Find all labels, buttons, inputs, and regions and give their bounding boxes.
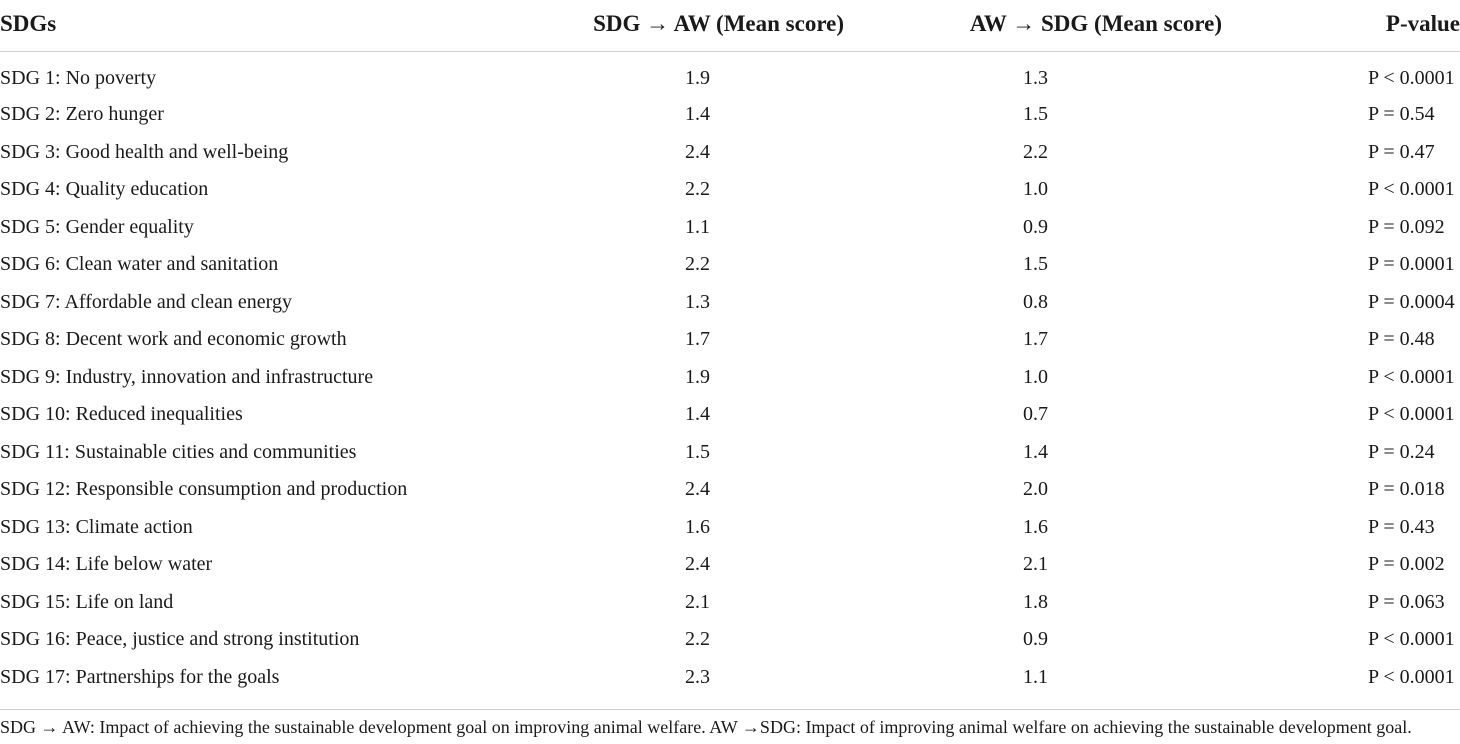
aw-to-sdg-cell: 1.4 — [1023, 440, 1048, 463]
sdg-to-aw-cell: 1.3 — [685, 290, 710, 313]
sdg-name-cell: SDG 15: Life on land — [0, 590, 174, 613]
aw-to-sdg-cell: 2.0 — [1023, 478, 1048, 501]
aw-to-sdg-cell: 1.5 — [1023, 103, 1048, 126]
table-row — [0, 546, 1460, 584]
table-row — [0, 209, 1460, 247]
sdg-name-cell: SDG 16: Peace, justice and strong institution — [0, 628, 360, 651]
sdg-to-aw-cell: 1.1 — [685, 215, 710, 238]
aw-to-sdg-cell: 2.2 — [1023, 140, 1048, 163]
p-value-cell: P = 0.54 — [1368, 103, 1435, 126]
p-value-cell: P < 0.0001 — [1368, 66, 1455, 89]
table-row — [0, 621, 1460, 659]
aw-to-sdg-cell: 1.8 — [1023, 590, 1048, 613]
header-sdg-to-aw: SDG → AW (Mean score) — [500, 0, 920, 52]
table-row — [0, 659, 1460, 697]
p-value-cell: P < 0.0001 — [1368, 403, 1455, 426]
p-value-cell: P < 0.0001 — [1368, 628, 1455, 651]
sdg-name-cell: SDG 3: Good health and well-being — [0, 140, 289, 163]
aw-to-sdg-cell: 2.1 — [1023, 553, 1048, 576]
aw-to-sdg-cell: 1.0 — [1023, 365, 1048, 388]
sdg-to-aw-cell: 2.3 — [685, 665, 710, 688]
sdg-to-aw-cell: 1.9 — [685, 365, 710, 388]
sdg-to-aw-cell: 1.4 — [685, 103, 710, 126]
table-row — [0, 584, 1460, 622]
sdg-name-cell: SDG 11: Sustainable cities and communities — [0, 440, 357, 463]
aw-to-sdg-cell: 1.0 — [1023, 178, 1048, 201]
table-row — [0, 134, 1460, 172]
aw-to-sdg-cell: 1.3 — [1023, 66, 1048, 89]
footer-divider — [0, 709, 1460, 710]
sdg-to-aw-cell: 1.9 — [685, 66, 710, 89]
aw-to-sdg-cell: 0.9 — [1023, 628, 1048, 651]
table-row — [0, 471, 1460, 509]
header-aw-to-sdg: AW → SDG (Mean score) — [920, 0, 1330, 52]
p-value-cell: P < 0.0001 — [1368, 365, 1455, 388]
sdg-to-aw-cell: 2.4 — [685, 140, 710, 163]
table-row — [0, 396, 1460, 434]
table-header-row — [0, 0, 1460, 52]
sdg-to-aw-cell: 2.4 — [685, 478, 710, 501]
aw-to-sdg-cell: 0.8 — [1023, 290, 1048, 313]
p-value-cell: P < 0.0001 — [1368, 178, 1455, 201]
table-body — [0, 52, 1460, 697]
sdg-to-aw-cell: 2.2 — [685, 253, 710, 276]
p-value-cell: P = 0.002 — [1368, 553, 1445, 576]
sdg-name-cell: SDG 13: Climate action — [0, 515, 193, 538]
sdg-name-cell: SDG 12: Responsible consumption and production — [0, 478, 408, 501]
table-row — [0, 284, 1460, 322]
p-value-cell: P = 0.092 — [1368, 215, 1445, 238]
header-sdgs: SDGs — [0, 0, 500, 52]
table-row — [0, 246, 1460, 284]
sdg-to-aw-cell: 2.2 — [685, 628, 710, 651]
table-row — [0, 434, 1460, 472]
p-value-cell: P = 0.0004 — [1368, 290, 1455, 313]
p-value-cell: P < 0.0001 — [1368, 665, 1455, 688]
sdg-to-aw-cell: 1.6 — [685, 515, 710, 538]
sdg-name-cell: SDG 14: Life below water — [0, 553, 213, 576]
sdg-name-cell: SDG 8: Decent work and economic growth — [0, 328, 347, 351]
sdg-name-cell: SDG 10: Reduced inequalities — [0, 403, 243, 426]
sdg-to-aw-cell: 1.4 — [685, 403, 710, 426]
p-value-cell: P = 0.48 — [1368, 328, 1435, 351]
sdg-name-cell: SDG 9: Industry, innovation and infrastructure — [0, 365, 374, 388]
p-value-cell: P = 0.0001 — [1368, 253, 1455, 276]
sdg-to-aw-cell: 1.5 — [685, 440, 710, 463]
sdg-name-cell: SDG 5: Gender equality — [0, 215, 194, 238]
table-row — [0, 171, 1460, 209]
aw-to-sdg-cell: 0.9 — [1023, 215, 1048, 238]
p-value-cell: P = 0.24 — [1368, 440, 1435, 463]
sdg-to-aw-cell: 2.1 — [685, 590, 710, 613]
p-value-cell: P = 0.43 — [1368, 515, 1435, 538]
aw-to-sdg-cell: 1.6 — [1023, 515, 1048, 538]
aw-to-sdg-cell: 1.1 — [1023, 665, 1048, 688]
aw-to-sdg-cell: 1.5 — [1023, 253, 1048, 276]
sdg-name-cell: SDG 7: Affordable and clean energy — [0, 290, 292, 313]
table-row — [0, 509, 1460, 547]
sdg-to-aw-cell: 1.7 — [685, 328, 710, 351]
p-value-cell: P = 0.018 — [1368, 478, 1445, 501]
sdg-name-cell: SDG 6: Clean water and sanitation — [0, 253, 279, 276]
aw-to-sdg-cell: 1.7 — [1023, 328, 1048, 351]
table-row — [0, 321, 1460, 359]
sdg-name-cell: SDG 2: Zero hunger — [0, 103, 164, 126]
sdg-to-aw-cell: 2.4 — [685, 553, 710, 576]
sdg-name-cell: SDG 4: Quality education — [0, 178, 209, 201]
sdg-to-aw-cell: 2.2 — [685, 178, 710, 201]
table-footnote: SDG → AW: Impact of achieving the sustainable development goal on improving animal welfare. AW →SDG: Impact of improving animal welfare on achieving the sustainable development goal. — [0, 717, 1412, 737]
table-row — [0, 96, 1460, 134]
table-row — [0, 359, 1460, 397]
p-value-cell: P = 0.063 — [1368, 590, 1445, 613]
sdg-name-cell: SDG 1: No poverty — [0, 66, 157, 89]
p-value-cell: P = 0.47 — [1368, 140, 1435, 163]
header-p-value: P-value — [1330, 0, 1460, 52]
table-row — [0, 52, 1460, 97]
sdg-name-cell: SDG 17: Partnerships for the goals — [0, 665, 280, 688]
aw-to-sdg-cell: 0.7 — [1023, 403, 1048, 426]
